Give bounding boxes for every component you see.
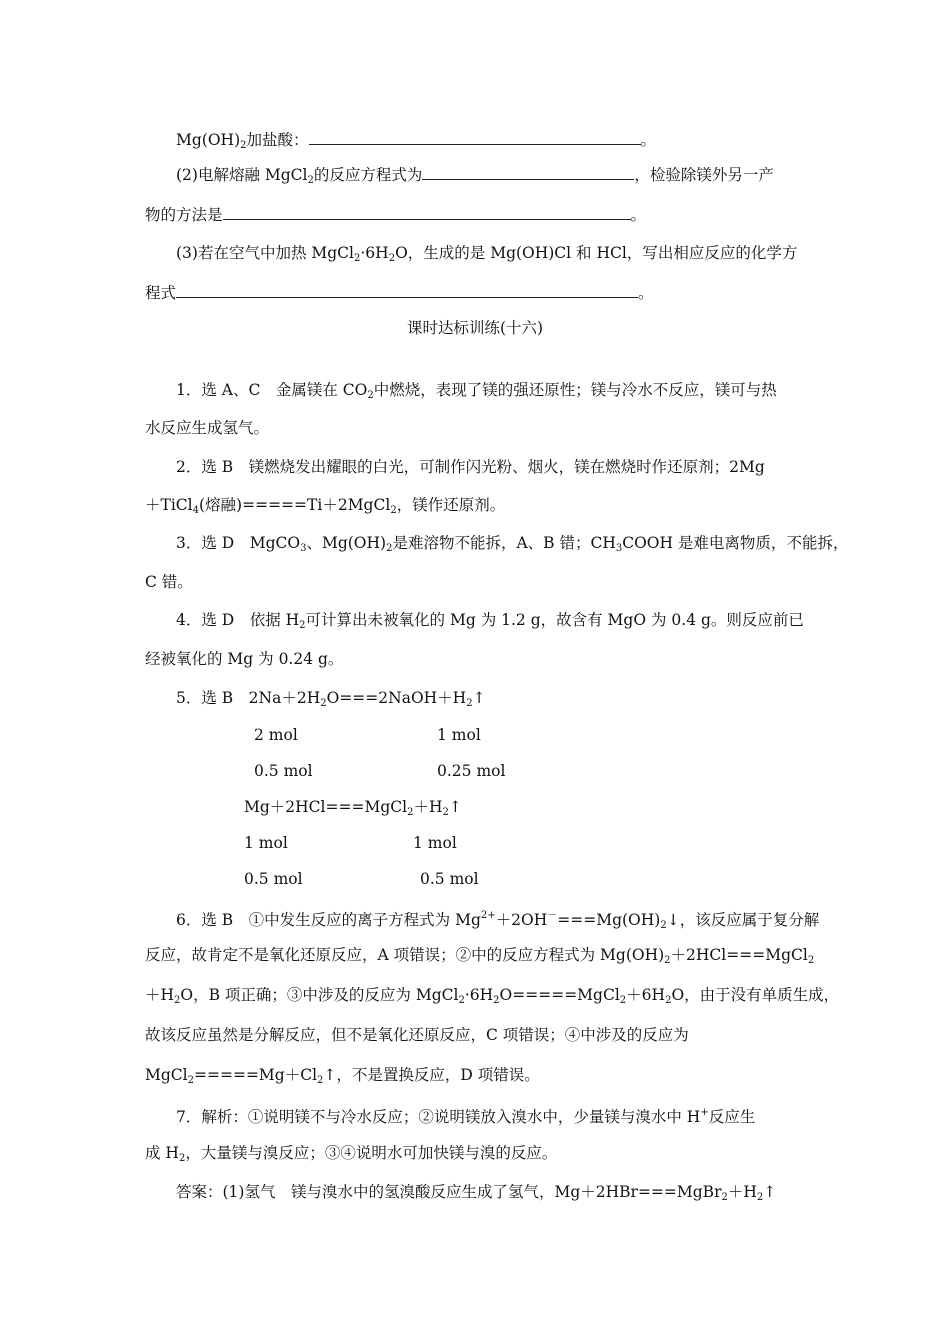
text: (熔融)=====Ti＋2MgCl: [199, 496, 391, 514]
text: COOH 是难电离物质，不能拆，: [622, 534, 849, 552]
subscript: 2: [367, 390, 374, 401]
text: 可计算出未被氧化的 Mg 为 1.2 g，故含有 MgO 为 0.4 g。则反应前已: [305, 611, 804, 629]
answer-4-line1: [176, 610, 804, 636]
answer-6-line3: [145, 985, 839, 1011]
answer-1-line2: 水反应生成氢气。: [145, 419, 270, 437]
text: ↑: [448, 798, 462, 816]
subscript: 2: [388, 253, 396, 264]
text: 物的方法是: [145, 206, 223, 224]
subscript: 2: [466, 698, 473, 709]
subscript: 2: [665, 995, 672, 1006]
text: 反应，故肯定不是氧化还原反应，A 项错误；②中的反应方程式为 Mg(OH): [145, 946, 665, 964]
subscript: 3: [615, 543, 623, 554]
text: 。: [640, 131, 657, 149]
text: 反应生: [708, 1108, 756, 1126]
subscript: 2: [407, 807, 414, 818]
text: 。: [638, 284, 654, 302]
q3-line1: [176, 243, 797, 269]
subscript: 2: [354, 253, 361, 264]
subscript: 2: [317, 1075, 324, 1086]
answer-5-equation2: [244, 797, 462, 823]
text: O=====MgCl: [499, 986, 620, 1004]
subscript: 2: [320, 698, 327, 709]
subscript: 2: [664, 955, 671, 966]
text: O，由于没有单质生成，: [671, 986, 840, 1004]
stoich-value: 1 mol: [244, 834, 288, 852]
text: 6．选 B ①中发生反应的离子方程式为 Mg: [176, 911, 481, 929]
answer-3-line1: [176, 533, 848, 559]
answer-6-line5: [145, 1065, 540, 1091]
text: ↑，不是置换反应，D 项错误。: [323, 1066, 540, 1084]
text: 、Mg(OH): [306, 534, 387, 552]
stoich-value: 0.5 mol: [244, 870, 303, 888]
answer-4-line2: 经被氧化的 Mg 为 0.24 g。: [145, 650, 344, 668]
answer-7-solution: [176, 1182, 776, 1208]
text: ＋H: [727, 1183, 757, 1201]
q2-line1: [176, 165, 774, 191]
text: Mg(OH): [176, 131, 241, 149]
answer-5-line1: [176, 688, 486, 714]
subscript: 2: [299, 620, 306, 631]
subscript: 2: [807, 955, 815, 966]
answer-blank[interactable]: [309, 130, 641, 145]
answer-7-line2: [145, 1143, 557, 1169]
stoich-value: 1 mol: [413, 834, 457, 852]
text: O，生成的是 Mg(OH)Cl 和 HCl，写出相应反应的化学方: [395, 244, 798, 262]
text: 中燃烧，表现了镁的强还原性；镁与冷水不反应，镁可与热: [373, 381, 777, 399]
text: ↑: [763, 1183, 777, 1201]
text: ，检验除镁外另一产: [634, 166, 774, 184]
subscript: 2: [442, 807, 449, 818]
text: 是难溶物不能拆，A、B 错；CH: [392, 534, 616, 552]
stoich-value: 0.25 mol: [437, 762, 506, 780]
answer-blank[interactable]: [422, 165, 634, 180]
subscript: 2: [386, 543, 393, 554]
text: 7．解析：①说明镁不与冷水反应；②说明镁放入溴水中，少量镁与溴水中 H: [176, 1108, 701, 1126]
subscript: 2: [178, 1153, 186, 1164]
subscript: 2: [307, 175, 314, 186]
text: 成 H: [145, 1144, 179, 1162]
text: (2)电解熔融 MgCl: [176, 166, 308, 184]
subscript: 2: [240, 140, 247, 151]
text: O，B 项正确；③中涉及的反应为 MgCl: [180, 986, 459, 1004]
answer-2-line1: 2．选 B 镁燃烧发出耀眼的白光，可制作闪光粉、烟火，镁在燃烧时作还原剂；2Mg: [176, 458, 765, 476]
subscript: 4: [192, 505, 199, 516]
text: 。: [630, 206, 647, 224]
text: ＋H: [145, 986, 175, 1004]
superscript: +: [700, 1107, 709, 1118]
text: 4．选 D 依据 H: [176, 611, 300, 629]
superscript: 2+: [480, 910, 496, 921]
answer-blank[interactable]: [176, 283, 638, 298]
subscript: 2: [721, 1192, 728, 1203]
text: 的反应方程式为: [313, 166, 423, 184]
answer-6-line1: [176, 906, 819, 936]
subscript: 2: [458, 995, 465, 1006]
stoich-value: 1 mol: [437, 726, 481, 744]
text: =====Mg＋Cl: [194, 1066, 318, 1084]
text: ↓，该反应属于复分解: [666, 911, 820, 929]
answer-6-line2: [145, 945, 814, 971]
text: 加盐酸：: [246, 131, 309, 149]
text: ===Mg(OH): [557, 911, 661, 929]
subscript: 2: [493, 995, 500, 1006]
answer-1-line1: [176, 380, 777, 406]
answer-6-line4: 故该反应虽然是分解反应，但不是氧化还原反应，C 项错误；④中涉及的反应为: [145, 1026, 689, 1044]
text: MgCl: [145, 1066, 188, 1084]
stoich-value: 0.5 mol: [254, 762, 313, 780]
subscript: 2: [660, 920, 667, 931]
answer-7-line1: [176, 1103, 755, 1127]
answer-2-line2: [145, 495, 505, 521]
text: 程式: [145, 284, 177, 302]
q3-line2: [145, 283, 654, 303]
text: 3．选 D MgCO: [176, 534, 301, 552]
text: ，镁作还原剂。: [396, 496, 506, 514]
text: ＋H: [413, 798, 443, 816]
text: ＋6H: [626, 986, 666, 1004]
text: ，大量镁与溴反应；③④说明水可加快镁与溴的反应。: [185, 1144, 558, 1162]
text: (3)若在空气中加热 MgCl: [176, 244, 354, 262]
stoich-value: 2 mol: [254, 726, 298, 744]
subscript: 2: [756, 1192, 764, 1203]
superscript: －: [547, 910, 558, 921]
section-title: 课时达标训练(十六): [406, 319, 544, 337]
stoich-value: 0.5 mol: [420, 870, 479, 888]
text: ＋TiCl: [145, 496, 193, 514]
q2-line2: [145, 205, 646, 225]
subscript: 2: [187, 1075, 194, 1086]
text: O===2NaOH＋H: [326, 689, 467, 707]
subscript: 3: [300, 543, 307, 554]
text: ＋2OH: [495, 911, 548, 929]
subscript: 2: [174, 995, 181, 1006]
subscript: 2: [390, 505, 397, 516]
text: Mg＋2HCl===MgCl: [244, 798, 408, 816]
text: ·6H: [464, 986, 494, 1004]
text: ＋2HCl===MgCl: [670, 946, 808, 964]
answer-3-line2: C 错。: [145, 573, 193, 591]
answer-blank[interactable]: [223, 205, 631, 220]
text: 5．选 B 2Na＋2H: [176, 689, 321, 707]
text: ↑: [472, 689, 486, 707]
q1-line: [176, 130, 656, 156]
text: 答案：(1)氢气 镁与溴水中的氢溴酸反应生成了氢气，Mg＋2HBr===MgBr: [176, 1183, 722, 1201]
subscript: 2: [619, 995, 627, 1006]
text: 1．选 A、C 金属镁在 CO: [176, 381, 368, 399]
text: ·6H: [360, 244, 389, 262]
